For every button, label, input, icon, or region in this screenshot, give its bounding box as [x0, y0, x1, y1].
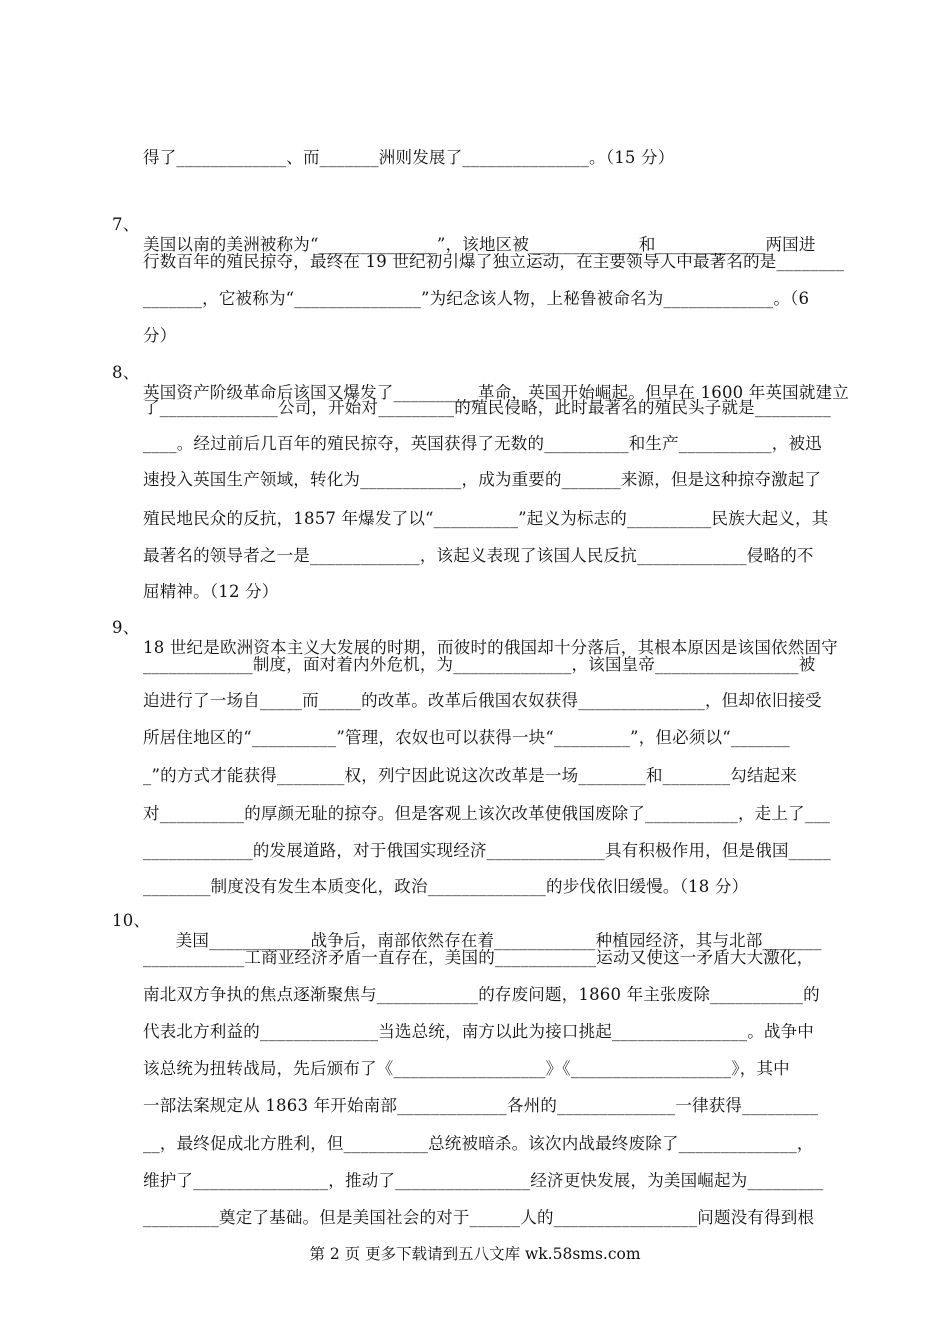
question-text-line: 代表北方利益的______________当选总统，南方以此为接口挑起________________。战争中	[143, 1022, 814, 1041]
question-text-line: 所居住地区的“__________”管理，农奴也可以获得一块“_________”，但必须以“_______	[143, 728, 790, 747]
question-text-line: ____。经过前后几百年的殖民掠夺，英国获得了无数的__________和生产___________，被迅	[143, 434, 822, 453]
question-text-line: 速投入英国生产领域，转化为____________，成为重要的_______来源，但是这种掠夺激起了	[143, 470, 822, 489]
question-text-line: _______，它被称为“_______________”为纪念该人物，上秘鲁被命名为_____________。（6	[143, 289, 810, 308]
question-text-line: __，最终促成北方胜利，但__________总统被暗杀。该次内战最终废除了______________，	[143, 1134, 814, 1153]
question-text-line: 南北双方争执的焦点逐渐聚焦与____________的存废问题，1860 年主张废除___________的	[143, 985, 820, 1004]
question-text-line: 18 世纪是欧洲资本主义大发展的时期，而彼时的俄国却十分落后，其根本原因是该国依然固守	[143, 638, 838, 657]
question-text-line: ________制度没有发生本质变化，政治______________的步伐依旧缓慢。（18 分）	[143, 877, 749, 896]
question-text-line: _____________制度，面对着内外危机，为______________，该国皇帝_________________被	[143, 655, 816, 674]
question-text-line: 殖民地民众的反抗，1857 年爆发了以“__________”起义为标志的__________民族大起义，其	[143, 509, 829, 528]
question-6-line-1	[0, 128, 675, 188]
question-10-line-9	[0, 1188, 815, 1248]
question-text-line: 屈精神。（12 分）	[143, 582, 279, 601]
question-text-line: ____________工商业经济矛盾一直存在，美国的____________运动又使这一矛盾大大激化，	[143, 948, 814, 967]
question-text-line: 了______________公司，开始对_________的殖民侵略，此时最著名的殖民头子就是_________	[143, 398, 831, 417]
question-text-line: 分）	[143, 326, 177, 345]
question-text-line: 一部法案规定从 1863 年开始南部_____________各州的______________一律获得_________	[143, 1096, 819, 1115]
question-text-line: 该总统为扭转战局，先后颁布了《__________________》《___________________》，其中	[143, 1059, 790, 1078]
question-text-line: 英国资产阶级革命后该国又爆发了__________革命，英国开始崛起。但早在 1600 年英国就建立	[143, 383, 849, 402]
question-text-line: _”的方式才能获得________权，列宁因此说这次改革是一场________和________勾结起来	[143, 766, 798, 785]
question-number: 8、	[112, 363, 140, 382]
question-number: 9、	[112, 618, 140, 637]
question-text-line: 最著名的领导者之一是_____________，该起义表现了该国人民反抗_____________侵略的不	[143, 546, 814, 565]
question-text-line: _____________的发展道路，对于俄国实现经济______________具有积极作用，但是俄国_____	[143, 841, 831, 860]
question-text-line: 行数百年的殖民掠夺，最终在 19 世纪初引爆了独立运动，在主要领导人中最著名的是________	[143, 252, 845, 271]
question-text-line: 美国____________战争后，南部依然存在着____________种植园经济，其与北部_______	[143, 931, 822, 950]
question-text-line: 得了_____________、而_______洲则发展了_______________。（15 分）	[143, 148, 675, 167]
page-footer: 第 2 页 更多下载请到五八文库 wk.58sms.com	[309, 1245, 641, 1263]
question-text-line: _________奠定了基础。但是美国社会的对于______人的_________________问题没有得到根	[143, 1208, 815, 1227]
question-text-line: 对__________的厚颜无耻的掠夺。但是客观上该次改革使俄国废除了___________，走上了___	[143, 804, 831, 823]
question-text-line: 迫进行了一场自_____而_____的改革。改革后俄国农奴获得_______________，但却依旧接受	[143, 691, 822, 710]
question-number: 10、	[112, 911, 151, 930]
question-number: 7、	[112, 215, 140, 234]
question-text-line: 维护了________________，推动了________________经济更快发展，为美国崛起为_________	[143, 1171, 824, 1190]
question-text-line: 美国以南的美洲被称为“______________”，该地区被_____________和_____________两国进	[143, 235, 816, 254]
